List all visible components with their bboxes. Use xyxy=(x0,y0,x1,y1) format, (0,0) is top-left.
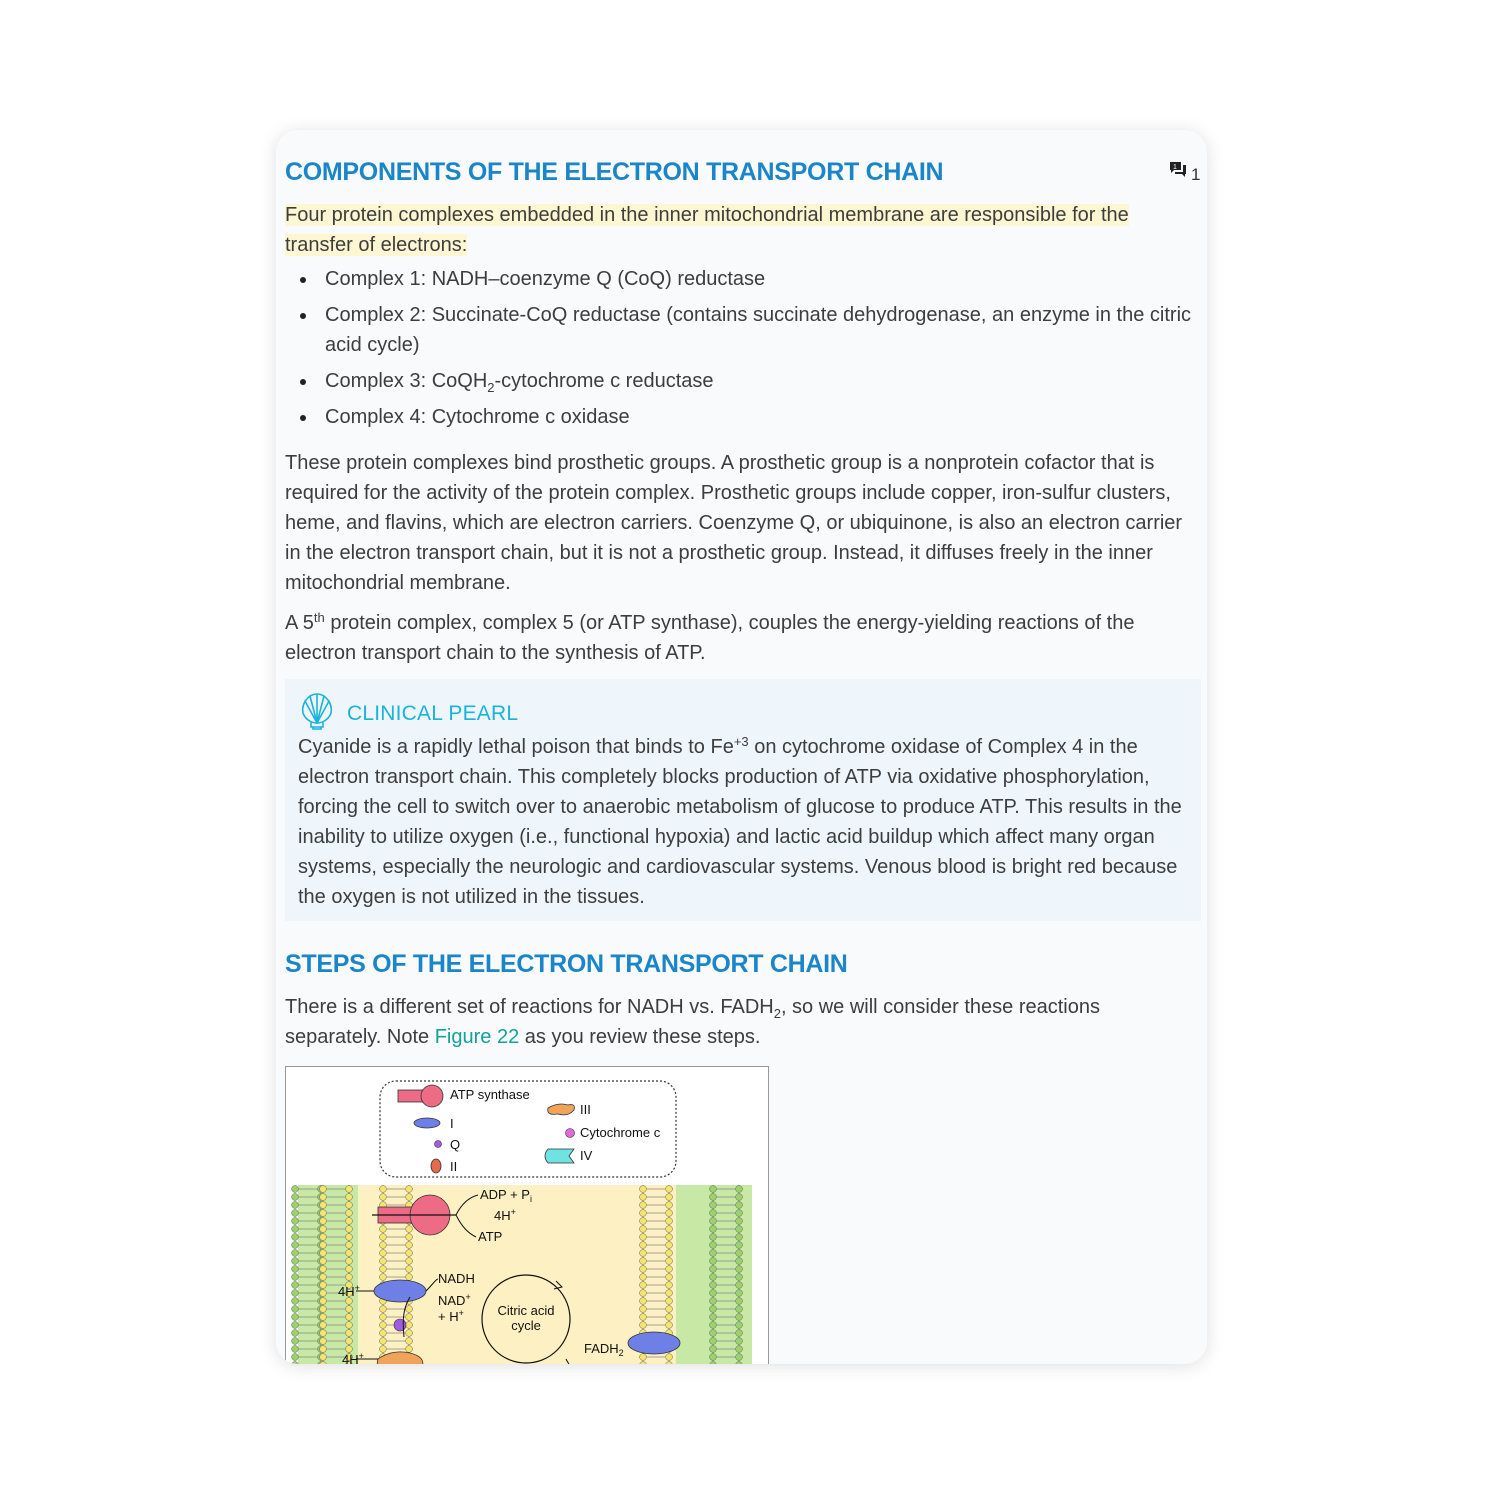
section-heading-steps: STEPS OF THE ELECTRON TRANSPORT CHAIN xyxy=(285,950,848,978)
fadh2-label: $FADH_2$ xyxy=(584,1341,624,1358)
plus-h-plus-label: + H+ xyxy=(438,1308,464,1324)
cycle-label: cycle xyxy=(511,1318,541,1333)
figure-22-diagram[interactable] xyxy=(285,1066,769,1367)
clinical-pearl-title: CLINICAL PEARL xyxy=(347,702,519,725)
legend-q-label: Q xyxy=(450,1137,461,1152)
complex-ii-membrane xyxy=(628,1332,680,1354)
coenzyme-q xyxy=(394,1319,406,1331)
adp-pi-label: ADP + $P_i$ xyxy=(480,1187,532,1204)
legend-complex-ii-label: II xyxy=(450,1159,458,1174)
list-item: Complex 4: Cytochrome c oxidase xyxy=(325,402,1205,432)
intro-paragraph xyxy=(285,200,1155,260)
list-item: Complex 2: Succinate-CoQ reductase (contains succinate dehydrogenase, an enzyme in the citric acid cycle) xyxy=(325,300,1205,360)
legend-cytochrome-c-label: Cytochrome c xyxy=(580,1125,661,1140)
comment-icon xyxy=(1168,160,1188,190)
legend-complex-iv-label: IV xyxy=(580,1148,593,1163)
comment-badge[interactable] xyxy=(1168,160,1200,190)
legend-complex-i-icon xyxy=(414,1118,440,1128)
nad-plus-label: NAD+ xyxy=(438,1292,471,1308)
legend-complex-i-label: I xyxy=(450,1116,454,1131)
legend-cytochrome-c-icon xyxy=(566,1129,575,1138)
list-item: Complex 1: NADH–coenzyme Q (CoQ) reductase xyxy=(325,264,1205,294)
figure-link[interactable]: Figure 22 xyxy=(434,1026,520,1048)
list-item: Complex 3: CoQH$_2$-cytochrome c reductase xyxy=(325,366,1205,396)
clinical-pearl-body: Cyanide is a rapidly lethal poison that binds to $Fe^{+3}$ on cytochrome oxidase of Complex 4 in the electron transport chain. This completely blocks production of ATP via oxidative phosphorylation, forcing the cell to switch over to anaerobic metabolism of glucose to produce ATP. This results in the inability to utilize oxygen (i.e., functional hypoxia) and lactic acid buildup which affect many organ systems, especially the neurologic and cardiovascular systems. Venous blood is bright red because the oxygen is not utilized in the tissues. xyxy=(298,734,1182,908)
steps-intro-paragraph: There is a different set of reactions for NADH vs. $FADH_2$, so we will consider these reactions separately. Note Figure 22 as you review these steps. xyxy=(285,996,1100,1048)
atp-label: ATP xyxy=(478,1229,503,1244)
svg-text:1: 1 xyxy=(1173,164,1177,171)
legend-q-icon xyxy=(435,1141,442,1148)
clinical-pearl-box xyxy=(285,679,1201,921)
legend-atp-synthase-label: ATP synthase xyxy=(450,1087,530,1102)
four-h-left-2: 4H+ xyxy=(342,1351,364,1367)
four-h-left-1: 4H+ xyxy=(338,1283,360,1299)
legend-complex-ii-icon xyxy=(431,1159,441,1173)
citric-acid-label: Citric acid xyxy=(497,1303,555,1318)
atp-synthase-paragraph: A 5th protein complex, complex 5 (or ATP synthase), couples the energy-yielding reactions of the electron transport chain to the synthesis of ATP. xyxy=(285,610,1135,664)
legend-complex-iii-label: III xyxy=(580,1102,591,1117)
complex-i xyxy=(374,1280,426,1302)
four-h-label: 4H+ xyxy=(494,1207,516,1223)
section-heading-components: COMPONENTS OF THE ELECTRON TRANSPORT CHAIN xyxy=(285,158,944,186)
nadh-label: NADH xyxy=(438,1271,475,1286)
complex-list xyxy=(285,264,1205,438)
content-card xyxy=(276,130,1207,1367)
prosthetic-groups-paragraph: These protein complexes bind prosthetic groups. A prosthetic group is a nonprotein cofactor that is required for the activity of the protein complex. Prosthetic groups include copper, iron-sulfur clusters, heme, and flavins, which are electron carriers. Coenzyme Q, or ubiquinone, is also an electron carrier in the electron transport chain, but it is not a prosthetic group. Instead, it diffuses freely in the inner mitochondrial membrane. xyxy=(285,452,1183,594)
highlighted-text[interactable]: Four protein complexes embedded in the inner mitochondrial membrane are responsible for the transfer of electrons: xyxy=(285,204,1129,256)
comment-count: 1 xyxy=(1191,165,1201,184)
